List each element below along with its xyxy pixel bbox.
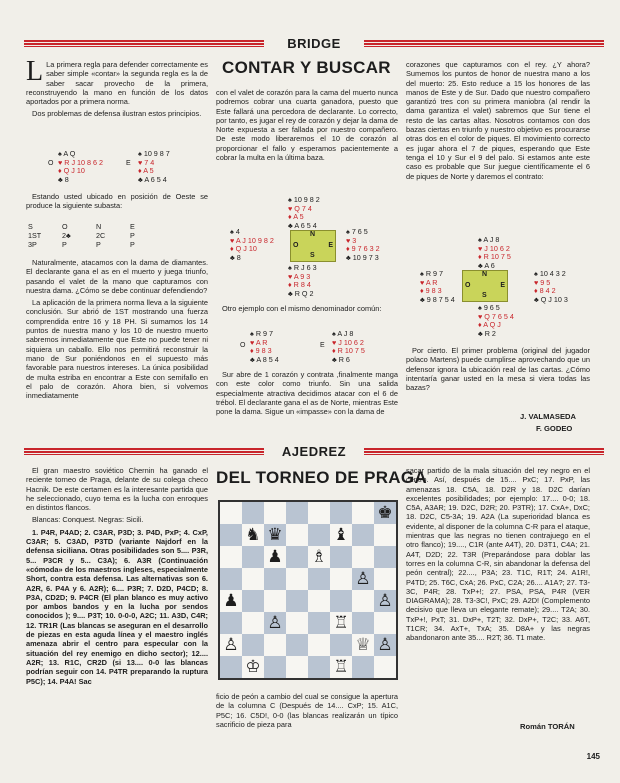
bridge-column-2 xyxy=(216,88,398,165)
board-square xyxy=(330,634,352,656)
board-square xyxy=(352,590,374,612)
board-square xyxy=(308,568,330,590)
hand4-west: ♠ R 9 7 ♥ A R ♦ 9 8 3 ♣ 9 8 7 5 4 xyxy=(420,269,455,304)
board-square xyxy=(374,656,396,678)
chess-piece: ♖ xyxy=(333,613,349,633)
bridge-title: CONTAR Y BUSCAR xyxy=(222,58,391,77)
chess-piece: ♝ xyxy=(333,525,349,545)
board-square xyxy=(308,590,330,612)
bridge-paragraph: Naturalmente, atacamos con la dama de diamantes. El declarante gana el as en el muerto y juega triunfo, pasando el valet de la mano que capturamos con nuestra dama. ¿Cómo se debe continuar defendiendo? xyxy=(26,258,208,295)
chess-piece: ♖ xyxy=(333,657,349,677)
chess-piece: ♟ xyxy=(223,591,239,611)
bridge-paragraph: Dos problemas de defensa ilustran estos principios. xyxy=(32,109,202,119)
chess-piece: ♛ xyxy=(267,525,283,545)
bridge-paragraph: corazones que capturamos con el rey. ¿Y ahora? Sumemos los puntos de honor de nuestra mano a los del muerto: 25. Esto reduce a 15 los honores de las manos de Este y de Sur. Dado que nuestro compañero garantizó tres con su primera maniobra (al rendir la dama garantiza el valet) sabremos que Sur tiene el resto de las cartas altas. Nosotros contamos con dos bazas ciertas en triunfo y nuestro objetivo es procurarse otras dos en el color de piques. El movimiento correcto es jugar ahora el 7 de piques, esperando que Este tenga el 10 y Sur el 9 del palo. Si estamos ante este caso es probable que Sur juegue científicamente el 6 de piques de Norte y daremos el contrato: xyxy=(406,60,590,181)
bridge-paragraph: Otro ejemplo con el mismo denominador común: xyxy=(222,304,382,313)
board-square xyxy=(242,590,264,612)
hand2-east: ♠ 7 6 5 ♥ 3 ♦ 9 7 6 3 2 ♣ 10 9 7 3 xyxy=(346,227,380,262)
header-rule-left xyxy=(24,40,264,47)
bridge-paragraph: Estando usted ubicado en posición de Oeste se produce la siguiente subasta: xyxy=(26,192,208,211)
board-square xyxy=(352,656,374,678)
board-square xyxy=(220,568,242,590)
board-square xyxy=(374,612,396,634)
header-rule-right xyxy=(364,448,604,455)
page-number: 145 xyxy=(586,752,600,761)
auction-table xyxy=(28,222,164,249)
board-square xyxy=(286,590,308,612)
bridge-author-2: F. GODEO xyxy=(536,424,573,433)
chess-paragraph: ficio de peón a cambio del cual se consigue la apertura de la columna C (Después de 14.... CxP; 15. A1C, P5C; 16. C5D!, 0-0 (las blancas realizarán un típico sacrificio de pieza para xyxy=(216,692,398,729)
board-square xyxy=(220,612,242,634)
chess-board xyxy=(218,500,398,680)
bridge-paragraph: Por cierto. El primer problema (original del jugador polaco Martens) puede cumplirse aprovechando que un defensor ignora la ubicación real de las cartas. ¿Cómo intentaría ganar usted en la mesa si viera todas las bazas? xyxy=(406,346,590,393)
hand2-north: ♠ 10 9 8 2 ♥ Q 7 4 ♦ A 5 ♣ A 6 5 4 xyxy=(288,195,320,230)
board-square xyxy=(220,524,242,546)
chess-piece: ♙ xyxy=(377,635,393,655)
board-square xyxy=(286,546,308,568)
board-square xyxy=(352,524,374,546)
header-rule-right xyxy=(364,40,604,47)
board-square xyxy=(264,590,286,612)
bridge-column-1 xyxy=(26,56,208,122)
bridge-column-3b xyxy=(406,346,590,395)
auction-header: S O N E xyxy=(28,222,135,231)
bridge-table-diagram: N O E S xyxy=(462,270,508,302)
board-square xyxy=(330,568,352,590)
hand4-south: ♠ 9 6 5 ♥ Q 7 6 5 4 ♦ A Q J ♣ R 2 xyxy=(478,303,514,338)
board-square xyxy=(286,568,308,590)
board-square xyxy=(352,546,374,568)
board-square xyxy=(264,568,286,590)
bridge-paragraph: Sur abre de 1 corazón y contrata ,finalmente manga con este color como triunfo. Sin una salida especialmente atractiva decidimos atacar con el 6 de trébol. El declarante gana el as de Norte, mientras Este pone la dama. Sigue un «impasse» con la dama de xyxy=(216,370,398,417)
chess-section-header xyxy=(24,444,604,460)
board-square xyxy=(242,568,264,590)
hand4-east: ♠ 10 4 3 2 ♥ 9 5 ♦ 8 4 2 ♣ Q J 10 3 xyxy=(534,269,568,304)
board-square xyxy=(286,524,308,546)
board-square xyxy=(308,502,330,524)
board-square xyxy=(374,524,396,546)
board-square xyxy=(308,612,330,634)
board-square xyxy=(242,502,264,524)
hand4-north: ♠ A J 8 ♥ J 10 6 2 ♦ R 10 7 5 ♣ A 6 xyxy=(478,235,511,270)
chess-title: DEL TORNEO DE PRAGA xyxy=(216,468,427,487)
board-square xyxy=(286,634,308,656)
board-square xyxy=(374,546,396,568)
board-square xyxy=(242,634,264,656)
board-square xyxy=(330,546,352,568)
header-rule-left xyxy=(24,448,264,455)
chess-paragraph: sacar partido de la mala situación del rey negro en el centro. Así, después de 15.... PxC; 17. PxP, las amenazas 18. C5A, 18. D2R y 18. D2C darían excelentes posibilidades; por ejemplo: 17.... 0-0; 18. C5A, A3AR; 19. D2C, D2R; 20. P3TR); 17. CxA+, DxC; 18. D2C, C5-3A; 19. A2A (La superioridad blanca es evidente, al disponer de la columna C-R para el ataque, mientras que las negras no tienen contrajuego en el otro flanco); 19...., C1R (ante A4T), 20. D3T1, C4A; 21. A4T, D2D; 22. T3R (Preparándose para doblar las torres en la columna C-R, sin abandonar la defensa del peón central); 22...., P3A; 23. T1C, R1T; 24. A1R!, P4TD; 25. T6C, CxA; 26. PxC, C2A; 26.... A1A?; 27. T3-3C, P4R; 28. TxP+!; 27. PSA, PSA, P4R (VER DIAGRAMA); 28. T3-3C!, PxC; 29. A2D! (Complemento decisivo que lleva un elegante remate); 29.... T2A; 30. TxP+!, PxT; 31. DxP+, T2T; 32. DxP+, T2C; 33. A6T, T1CR; 34. AxT+, TxA; 35. D8A+ y las negras abandonaron ante 35.... R2T; 36. T1 mate. xyxy=(406,466,590,643)
bridge-paragraph: La aplicación de la primera norma lleva a la siguiente conclusión. Sur abrió de 1ST mostrando una fuerza comprendida entre 16 y 18 PH. Si sumamos los 14 puntos de nuestra mano y los 10 de nuestro muerto sabremos inmediatamente que Este no puede tener ni siquiera un caballo. Ello nos permitirá reconstruir la mano de Sur poniéndonos en el supuesto más favorable para nuestros intereses. La única posibilidad de multa estriba en encontrar a Este con semifallo en el palo de corazón. Ahora bien, si volvemos inmediatamente xyxy=(26,298,208,401)
chess-piece: ♟ xyxy=(267,547,283,567)
board-square xyxy=(308,634,330,656)
board-square xyxy=(264,502,286,524)
bridge-section-label: BRIDGE xyxy=(287,36,341,51)
board-square xyxy=(242,612,264,634)
bridge-author: J. VALMASEDA xyxy=(520,412,576,421)
chess-piece: ♙ xyxy=(355,569,371,589)
bridge-column-1b xyxy=(26,192,208,214)
board-square xyxy=(286,612,308,634)
chess-piece: ♕ xyxy=(355,635,371,655)
board-square xyxy=(264,634,286,656)
board-square xyxy=(220,656,242,678)
chess-column-2 xyxy=(216,692,398,732)
chess-column-3 xyxy=(406,466,590,646)
bridge-column-3 xyxy=(406,60,590,184)
bridge-table-diagram: N O E S xyxy=(290,230,336,262)
chess-piece: ♞ xyxy=(245,525,261,545)
board-square xyxy=(286,502,308,524)
board-square xyxy=(330,502,352,524)
board-square xyxy=(352,502,374,524)
hand2-west: ♠ 4 ♥ A J 10 9 8 2 ♦ Q J 10 ♣ 8 xyxy=(230,227,274,262)
board-square xyxy=(374,568,396,590)
board-square xyxy=(220,502,242,524)
west-label: O xyxy=(48,160,54,167)
bridge-section-header xyxy=(24,36,604,52)
east-label: E xyxy=(126,160,131,167)
west-label: O xyxy=(240,342,246,349)
board-square xyxy=(242,546,264,568)
chess-piece: ♙ xyxy=(223,635,239,655)
chess-piece: ♔ xyxy=(245,657,261,677)
hand2-south: ♠ R J 6 3 ♥ A 9 3 ♦ R 8 4 ♣ R Q 2 xyxy=(288,263,317,298)
auction-row: 1ST 2♣ 2C P xyxy=(28,231,135,240)
chess-players: Blancas: Conquest. Negras: Sicili. xyxy=(32,515,144,525)
hand1-north: ♠ A Q ♥ R J 10 8 6 2 ♦ Q J 10 ♣ 8 xyxy=(58,149,104,184)
board-square xyxy=(264,656,286,678)
chess-section-label: AJEDREZ xyxy=(281,444,347,459)
hand3-west: ♠ R 9 7 ♥ A R ♦ 9 8 3 ♣ A 8 5 4 xyxy=(250,329,279,364)
chess-piece: ♙ xyxy=(377,591,393,611)
board-square xyxy=(220,546,242,568)
chess-paragraph: El gran maestro soviético Chernin ha ganado el reciente torneo de Praga, delante de su colega checo Hacnik. De este certamen es la interesante partida que he seleccionado, cuyo tema es la lucha con enroques en distintos flancos. xyxy=(26,466,208,513)
bridge-column-1c xyxy=(26,258,208,403)
bridge-column-2c xyxy=(216,370,398,419)
bridge-column-2b xyxy=(216,304,398,316)
chess-author: Román TORÁN xyxy=(520,722,575,731)
board-square xyxy=(330,590,352,612)
chess-piece: ♗ xyxy=(311,547,327,567)
bridge-intro: L La primera regla para defender correctamente es saber simple «contar» la segunda regla es la de saber sacar provecho de la primera, reconstruyendo la mano en función de los datos aportados por a primera norma. xyxy=(26,56,208,107)
chess-piece: ♙ xyxy=(267,613,283,633)
board-square xyxy=(286,656,308,678)
board-square xyxy=(308,524,330,546)
chess-column-1 xyxy=(26,466,208,689)
chess-piece: ♚ xyxy=(377,503,393,523)
chess-moves: 1. P4R, P4AD; 2. C3AR, P3D; 3. P4D, PxP; 4. CxP, C3AR; 5. C3AD, P3TD (variante Najdorf en la defensa siciliana. Otras posibilidades son 5.... P3R, 5... P3CR y 5... C3A); 6. A3R (Continuación «cómoda» de los maestros ingleses, especialmente Short, contra esta defensa. Las alternativas son 6. A2R, 6. P4A y 6. A2R); 6.... P3R; 7. D2D, P4CD; 8. P3A, CD2D; 9. P4CR (El plan blanco es muy activo por ambos bandos y en la lucha por sendos conocidos ); 9.... P3T; 10. 0-0-0, A2C; 11. A3D, C4R; 12. TR1R (Las blancas se aseguran en el desarrollo de piezas en esta aguda línea y el maestro inglés amenaza abrir el centro para especular con la situación del rey enemigo en dicho sector); 12.... A2R; 13. R1C, CR2D (si 13.... 0-0 las blancas podrían seguir con 14. P4TR preparando la ruptura P5C); 14. P4A! Sac xyxy=(26,527,208,686)
east-label: E xyxy=(320,342,325,349)
hand3-east: ♠ A J 8 ♥ J 10 6 2 ♦ R 10 7 5 ♣ R 6 xyxy=(332,329,365,364)
hand1-east: ♠ 10 9 8 7 ♥ 7 4 ♦ A 5 ♣ A 6 5 4 xyxy=(138,149,170,184)
auction-row: 3P P P P xyxy=(28,240,135,249)
board-square xyxy=(352,612,374,634)
bridge-paragraph: con el valet de corazón para la cama del muerto nunca podremos cobrar una cuarta ganadora, puesto que Este fallará una percedora de declarante. Lo correcto, por tanto, es jugar el rey de corazón y dejar la dama de Norte expuesta a ser fallada por nuestro compañero. De este modo liberaremos el 10 de corazón al proporcionar el fallo y esperamos pacientemente a cobrar la multa en la última baza. xyxy=(216,88,398,163)
board-square xyxy=(308,656,330,678)
